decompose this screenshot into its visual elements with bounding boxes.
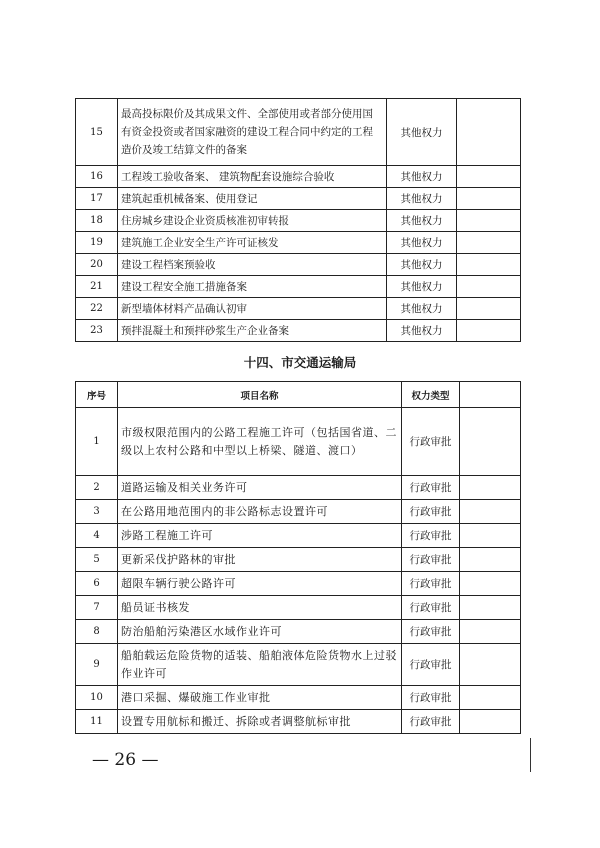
- item-name: 预拌混凝土和预拌砂浆生产企业备案: [118, 320, 387, 342]
- power-type: 其他权力: [387, 166, 457, 188]
- item-name: 最高投标限价及其成果文件、全部使用或者部分使用国有资金投资或者国家融资的建设工程合同中约定的工程造价及竣工结算文件的备案: [118, 99, 387, 166]
- power-type: 行政审批: [402, 408, 460, 476]
- power-type: 行政审批: [402, 710, 460, 734]
- table-row: [76, 620, 521, 644]
- power-type: 其他权力: [387, 210, 457, 232]
- table-row: [76, 99, 521, 166]
- note-cell: [460, 476, 521, 500]
- row-number: 20: [76, 254, 118, 276]
- table-row: [76, 710, 521, 734]
- item-name: 防治船舶污染港区水域作业许可: [118, 620, 402, 644]
- row-number: 10: [76, 686, 118, 710]
- table-header-row: [76, 382, 521, 408]
- row-number: 17: [76, 188, 118, 210]
- row-number: 3: [76, 500, 118, 524]
- item-name: 船舶载运危险货物的适装、船舶液体危险货物水上过驳作业许可: [118, 644, 402, 686]
- power-type: 其他权力: [387, 232, 457, 254]
- row-number: 19: [76, 232, 118, 254]
- item-name: 建设工程安全施工措施备案: [118, 276, 387, 298]
- note-cell: [457, 188, 521, 210]
- header-name: 项目名称: [118, 382, 402, 408]
- table-row: [76, 232, 521, 254]
- item-name: 工程竣工验收备案、 建筑物配套设施综合验收: [118, 166, 387, 188]
- note-cell: [457, 320, 521, 342]
- row-number: 5: [76, 548, 118, 572]
- note-cell: [460, 500, 521, 524]
- table-row: [76, 254, 521, 276]
- row-number: 21: [76, 276, 118, 298]
- note-cell: [460, 620, 521, 644]
- item-name: 港口采掘、爆破施工作业审批: [118, 686, 402, 710]
- row-number: 1: [76, 408, 118, 476]
- margin-line: [530, 738, 531, 772]
- power-type: 其他权力: [387, 99, 457, 166]
- table-row: [76, 210, 521, 232]
- note-cell: [460, 686, 521, 710]
- row-number: 11: [76, 710, 118, 734]
- header-type: 权力类型: [402, 382, 460, 408]
- item-name: 涉路工程施工许可: [118, 524, 402, 548]
- row-number: 15: [76, 99, 118, 166]
- row-number: 23: [76, 320, 118, 342]
- row-number: 7: [76, 596, 118, 620]
- item-name: 住房城乡建设企业资质核准初审转报: [118, 210, 387, 232]
- note-cell: [460, 596, 521, 620]
- item-name: 在公路用地范围内的非公路标志设置许可: [118, 500, 402, 524]
- header-no: 序号: [76, 382, 118, 408]
- power-type: 其他权力: [387, 320, 457, 342]
- power-type: 其他权力: [387, 188, 457, 210]
- note-cell: [457, 232, 521, 254]
- power-type: 行政审批: [402, 596, 460, 620]
- row-number: 22: [76, 298, 118, 320]
- table-row: [76, 686, 521, 710]
- section-title: 十四、市交通运输局: [243, 355, 357, 370]
- item-name: 更新采伐护路林的审批: [118, 548, 402, 572]
- power-type: 行政审批: [402, 686, 460, 710]
- table-row: [76, 500, 521, 524]
- power-type: 行政审批: [402, 548, 460, 572]
- header-note: [460, 382, 521, 408]
- note-cell: [457, 276, 521, 298]
- table-row: [76, 596, 521, 620]
- power-type: 行政审批: [402, 572, 460, 596]
- table-row: [76, 166, 521, 188]
- item-name: 超限车辆行驶公路许可: [118, 572, 402, 596]
- table-row: [76, 320, 521, 342]
- power-type: 其他权力: [387, 276, 457, 298]
- row-number: 4: [76, 524, 118, 548]
- row-number: 18: [76, 210, 118, 232]
- table-row: [76, 276, 521, 298]
- row-number: 6: [76, 572, 118, 596]
- permissions-table-continued: [75, 98, 521, 342]
- table-row: [76, 548, 521, 572]
- item-name: 新型墙体材料产品确认初审: [118, 298, 387, 320]
- note-cell: [457, 210, 521, 232]
- table-row: [76, 524, 521, 548]
- table-row: [76, 188, 521, 210]
- power-type: 行政审批: [402, 524, 460, 548]
- item-name: 道路运输及相关业务许可: [118, 476, 402, 500]
- item-name: 市级权限范围内的公路工程施工许可（包括国省道、二级以上农村公路和中型以上桥梁、隧道、渡口）: [118, 408, 402, 476]
- note-cell: [460, 644, 521, 686]
- item-name: 设置专用航标和搬迁、拆除或者调整航标审批: [118, 710, 402, 734]
- item-name: 建设工程档案预验收: [118, 254, 387, 276]
- note-cell: [460, 524, 521, 548]
- power-type: 行政审批: [402, 476, 460, 500]
- table-row: [76, 408, 521, 476]
- row-number: 9: [76, 644, 118, 686]
- table-row: [76, 476, 521, 500]
- row-number: 2: [76, 476, 118, 500]
- note-cell: [460, 710, 521, 734]
- page-number: — 26 —: [92, 750, 159, 770]
- note-cell: [460, 548, 521, 572]
- item-name: 建筑施工企业安全生产许可证核发: [118, 232, 387, 254]
- power-type: 其他权力: [387, 298, 457, 320]
- table-row: [76, 572, 521, 596]
- power-type: 行政审批: [402, 500, 460, 524]
- note-cell: [457, 166, 521, 188]
- transport-bureau-table: [75, 381, 521, 734]
- row-number: 16: [76, 166, 118, 188]
- table-row: [76, 298, 521, 320]
- table-row: [76, 644, 521, 686]
- row-number: 8: [76, 620, 118, 644]
- power-type: 行政审批: [402, 620, 460, 644]
- note-cell: [457, 99, 521, 166]
- note-cell: [457, 254, 521, 276]
- note-cell: [460, 572, 521, 596]
- item-name: 船员证书核发: [118, 596, 402, 620]
- note-cell: [460, 408, 521, 476]
- power-type: 行政审批: [402, 644, 460, 686]
- note-cell: [457, 298, 521, 320]
- item-name: 建筑起重机械备案、使用登记: [118, 188, 387, 210]
- power-type: 其他权力: [387, 254, 457, 276]
